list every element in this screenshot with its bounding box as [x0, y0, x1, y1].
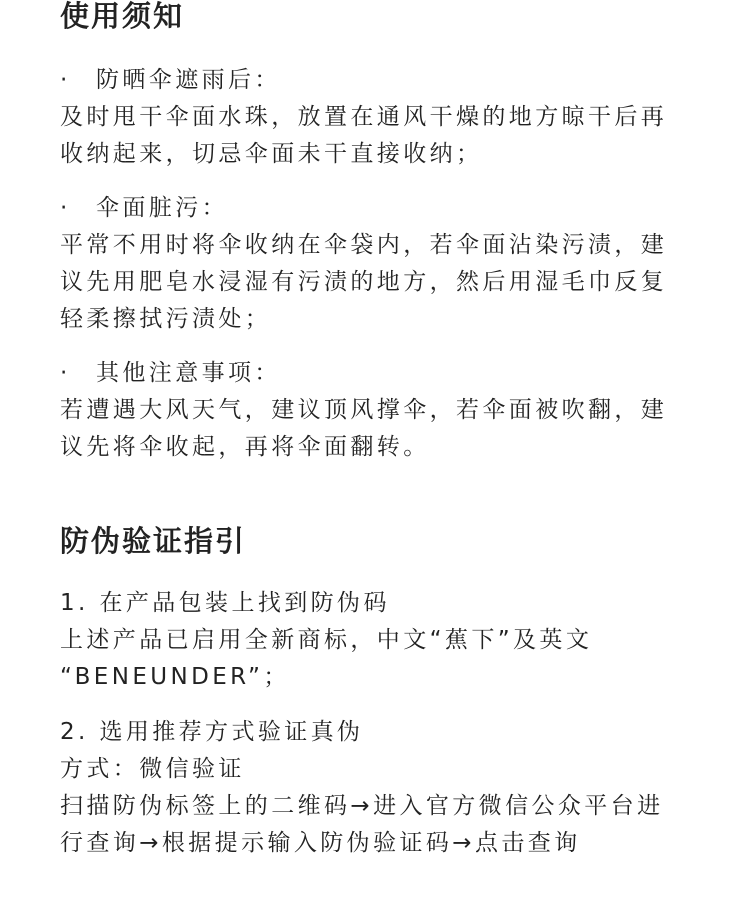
usage-title: 使用须知	[60, 0, 185, 33]
usage-item-rain	[60, 62, 700, 173]
bullet-dot: ·	[60, 360, 71, 386]
bullet-dot: ·	[60, 195, 71, 221]
usage-item-line: 收纳起来，切忌伞面未干直接收纳；	[60, 141, 483, 167]
step-line: “BENEUNDER”；	[60, 664, 290, 690]
usage-item-heading: 其他注意事项：	[96, 360, 281, 386]
usage-item-heading: 伞面脏污：	[96, 195, 228, 221]
bullet-dot: ·	[60, 67, 71, 93]
usage-item-line: 轻柔擦拭污渍处；	[60, 306, 272, 332]
step-line: 扫描防伪标签上的二维码→进入官方微信公众平台进	[60, 793, 664, 819]
usage-item-line: 平常不用时将伞收纳在伞袋内，若伞面沾染污渍，建	[60, 232, 668, 258]
usage-item-dirty	[60, 190, 700, 338]
usage-item-line: 议先将伞收起，再将伞面翻转。	[60, 434, 430, 460]
anti-fake-step-1	[60, 585, 700, 696]
step-heading: 2. 选用推荐方式验证真伪	[60, 719, 364, 745]
step-line: 行查询→根据提示输入防伪验证码→点击查询	[60, 830, 581, 856]
usage-item-line: 若遭遇大风天气，建议顶风撑伞，若伞面被吹翻，建	[60, 397, 668, 423]
usage-item-line: 议先用肥皂水浸湿有污渍的地方，然后用湿毛巾反复	[60, 269, 668, 295]
usage-item-line: 及时甩干伞面水珠，放置在通风干燥的地方晾干后再	[60, 104, 668, 130]
usage-item-heading: 防晒伞遮雨后：	[96, 67, 281, 93]
step-line: 方式：微信验证	[60, 756, 245, 782]
usage-item-other	[60, 355, 700, 466]
anti-fake-title: 防伪验证指引	[60, 524, 247, 558]
step-line: 上述产品已启用全新商标，中文“蕉下”及英文	[60, 627, 593, 653]
anti-fake-step-2	[60, 714, 700, 862]
step-heading: 1. 在产品包装上找到防伪码	[60, 590, 390, 616]
